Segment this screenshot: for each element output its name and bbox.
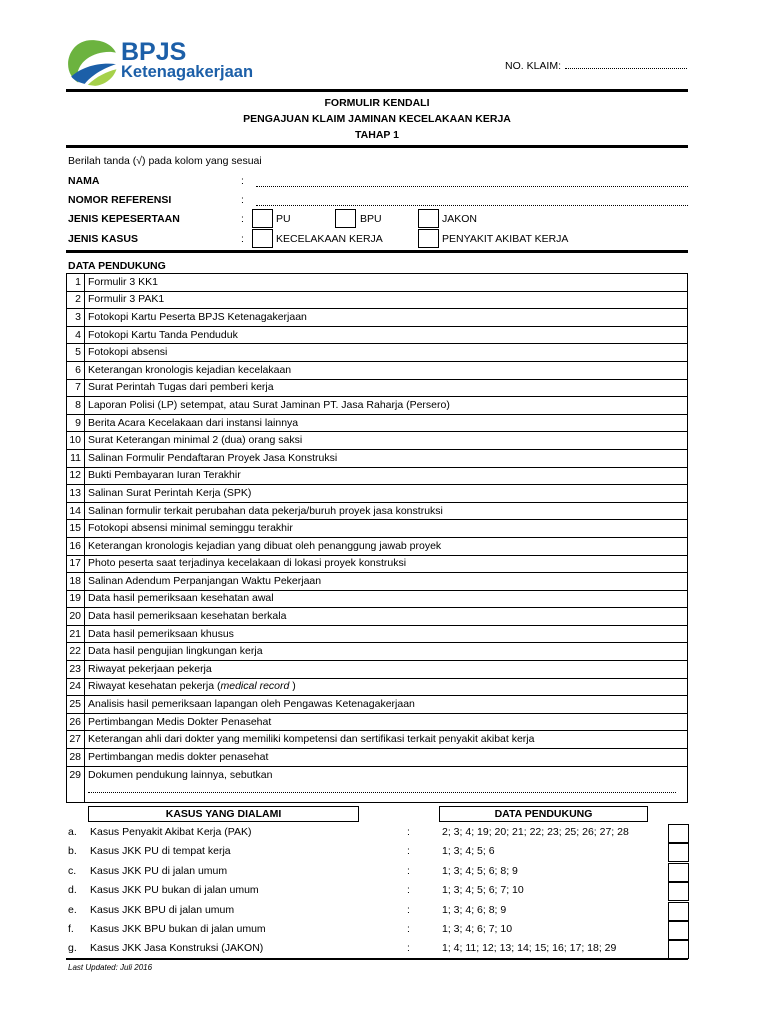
case-checkbox[interactable] xyxy=(668,863,689,882)
jenis-kasus-label: JENIS KASUS xyxy=(68,233,139,245)
case-documents: 1; 3; 4; 5; 6; 8; 9 xyxy=(442,865,518,877)
form-subtitle: PENGAJUAN KLAIM JAMINAN KECELAKAAN KERJA xyxy=(243,113,511,125)
other-documents-field[interactable] xyxy=(88,791,676,793)
colon: : xyxy=(407,942,410,954)
table-row xyxy=(67,274,688,292)
table-row xyxy=(67,731,688,749)
logo-brand-text: BPJS xyxy=(121,38,187,66)
case-row xyxy=(66,823,688,842)
case-letter: g. xyxy=(68,942,77,954)
item-number: 15 xyxy=(67,520,85,538)
item-text: Pertimbangan medis dokter penasehat xyxy=(85,749,688,767)
item-text-italic: medical record xyxy=(220,680,290,693)
form-title: FORMULIR KENDALI xyxy=(324,97,430,109)
colon: : xyxy=(407,865,410,877)
item-text: Surat Keterangan minimal 2 (dua) orang saksi xyxy=(85,432,688,450)
case-row xyxy=(66,901,688,920)
case-checkbox[interactable] xyxy=(668,882,689,901)
case-checkbox[interactable] xyxy=(668,824,689,843)
case-row xyxy=(66,842,688,861)
item-text: Formulir 3 PAK1 xyxy=(85,291,688,309)
jenis-kepesertaan-label: JENIS KEPESERTAAN xyxy=(68,213,180,225)
item-number: 22 xyxy=(67,643,85,661)
table-row xyxy=(67,344,688,362)
case-row xyxy=(66,862,688,881)
item-text: Salinan Formulir Pendaftaran Proyek Jasa Konstruksi xyxy=(85,449,688,467)
case-row xyxy=(66,939,688,958)
item-number: 18 xyxy=(67,573,85,591)
case-row xyxy=(66,881,688,900)
item-number: 9 xyxy=(67,414,85,432)
table-row xyxy=(67,625,688,643)
case-documents: 1; 3; 4; 5; 6 xyxy=(442,845,495,857)
case-label: Kasus Penyakit Akibat Kerja (PAK) xyxy=(90,826,252,838)
checkbox-jakon[interactable] xyxy=(418,209,439,228)
item-number: 11 xyxy=(67,449,85,467)
case-letter: c. xyxy=(68,865,77,877)
colon: : xyxy=(407,884,410,896)
nomor-referensi-label: NOMOR REFERENSI xyxy=(68,194,172,206)
table-row xyxy=(67,696,688,714)
item-number: 16 xyxy=(67,537,85,555)
case-letter: b. xyxy=(68,845,77,857)
table-row xyxy=(67,397,688,415)
item-text: Analisis hasil pemeriksaan lapangan oleh Pengawas Ketenagakerjaan xyxy=(85,696,688,714)
case-documents: 1; 3; 4; 6; 8; 9 xyxy=(442,904,507,916)
item-number: 13 xyxy=(67,485,85,503)
colon: : xyxy=(407,845,410,857)
data-pendukung-header: DATA PENDUKUNG xyxy=(439,806,648,822)
colon: : xyxy=(241,194,244,206)
item-number: 12 xyxy=(67,467,85,485)
case-checkbox[interactable] xyxy=(668,843,689,862)
table-row xyxy=(67,608,688,626)
supporting-documents-table xyxy=(66,273,688,803)
item-number: 20 xyxy=(67,608,85,626)
item-text: Fotokopi absensi minimal seminggu terakhir xyxy=(85,520,688,538)
colon: : xyxy=(241,233,244,245)
option-jakon-label: JAKON xyxy=(442,213,478,225)
case-label: Kasus JKK PU di jalan umum xyxy=(90,865,228,877)
table-row xyxy=(67,309,688,327)
item-number: 14 xyxy=(67,502,85,520)
last-updated: Last Updated: Juli 2016 xyxy=(68,963,153,972)
colon: : xyxy=(407,826,410,838)
case-checkbox[interactable] xyxy=(668,940,689,959)
item-text: Pertimbangan Medis Dokter Penasehat xyxy=(85,713,688,731)
colon: : xyxy=(407,923,410,935)
table-row xyxy=(67,537,688,555)
item-number: 28 xyxy=(67,749,85,767)
table-row xyxy=(67,379,688,397)
item-number: 5 xyxy=(67,344,85,362)
item-text: Laporan Polisi (LP) setempat, atau Surat Jaminan PT. Jasa Raharja (Persero) xyxy=(85,397,688,415)
nomor-referensi-field[interactable] xyxy=(256,204,688,206)
checkbox-kecelakaan-kerja[interactable] xyxy=(252,229,273,248)
case-row xyxy=(66,920,688,939)
item-text: Riwayat pekerjaan pekerja xyxy=(85,661,688,679)
section-divider xyxy=(66,250,688,253)
case-label: Kasus JKK PU di tempat kerja xyxy=(90,845,231,857)
item-text: Salinan Adendum Perpanjangan Waktu Pekerjaan xyxy=(85,573,688,591)
item-number: 1 xyxy=(67,274,85,292)
claim-number-label: NO. KLAIM: xyxy=(505,60,562,72)
checkbox-penyakit-akibat-kerja[interactable] xyxy=(418,229,439,248)
item-number: 26 xyxy=(67,713,85,731)
colon: : xyxy=(241,175,244,187)
case-label: Kasus JKK BPU di jalan umum xyxy=(90,904,235,916)
nama-label: NAMA xyxy=(68,175,100,187)
table-row xyxy=(67,485,688,503)
item-text: Photo peserta saat terjadinya kecelakaan di lokasi proyek konstruksi xyxy=(85,555,688,573)
table-row xyxy=(67,749,688,767)
case-letter: e. xyxy=(68,904,77,916)
item-number: 3 xyxy=(67,309,85,327)
header-divider xyxy=(66,89,688,92)
table-row xyxy=(67,414,688,432)
item-number: 10 xyxy=(67,432,85,450)
case-letter: f. xyxy=(68,923,74,935)
item-text: Salinan formulir terkait perubahan data pekerja/buruh proyek jasa konstruksi xyxy=(85,502,688,520)
table-row xyxy=(67,555,688,573)
item-number: 19 xyxy=(67,590,85,608)
nama-field[interactable] xyxy=(256,185,688,187)
colon: : xyxy=(241,213,244,225)
item-text: Fotokopi Kartu Peserta BPJS Ketenagakerjaan xyxy=(85,309,688,327)
case-documents: 1; 3; 4; 6; 7; 10 xyxy=(442,923,513,935)
form-stage: TAHAP 1 xyxy=(355,129,399,141)
item-text: Bukti Pembayaran Iuran Terakhir xyxy=(85,467,688,485)
table-row xyxy=(67,449,688,467)
item-text-cell xyxy=(85,766,688,802)
item-text: Data hasil pengujian lingkungan kerja xyxy=(85,643,688,661)
option-pu-label: PU xyxy=(276,213,291,225)
item-number: 2 xyxy=(67,291,85,309)
item-text: Data hasil pemeriksaan kesehatan berkala xyxy=(85,608,688,626)
item-number: 27 xyxy=(67,731,85,749)
table-row xyxy=(67,678,688,696)
table-row xyxy=(67,713,688,731)
case-documents: 1; 3; 4; 5; 6; 7; 10 xyxy=(442,884,524,896)
option-penyakit-akibat-kerja-label: PENYAKIT AKIBAT KERJA xyxy=(442,233,569,245)
table-row xyxy=(67,661,688,679)
logo-subtitle-text: Ketenagakerjaan xyxy=(121,63,254,81)
kasus-header: KASUS YANG DIALAMI xyxy=(88,806,359,822)
table-row xyxy=(67,291,688,309)
checkbox-pu[interactable] xyxy=(252,209,273,228)
item-number: 17 xyxy=(67,555,85,573)
item-text: Berita Acara Kecelakaan dari instansi lainnya xyxy=(85,414,688,432)
table-row xyxy=(67,326,688,344)
item-number: 7 xyxy=(67,379,85,397)
table-row xyxy=(67,573,688,591)
item-text xyxy=(85,678,688,696)
item-text: Fotokopi absensi xyxy=(85,344,688,362)
instruction-text: Berilah tanda (√) pada kolom yang sesuai xyxy=(68,155,262,167)
item-number: 6 xyxy=(67,361,85,379)
item-text: Dokumen pendukung lainnya, sebutkan xyxy=(88,768,273,781)
case-letter: a. xyxy=(68,826,77,838)
item-number: 29 xyxy=(67,766,85,802)
item-text: Keterangan ahli dari dokter yang memiliki kompetensi dan sertifikasi terkait penyakit akibat kerja xyxy=(85,731,688,749)
case-checkbox[interactable] xyxy=(668,921,689,940)
table-row xyxy=(67,590,688,608)
item-text: Data hasil pemeriksaan kesehatan awal xyxy=(85,590,688,608)
item-text: Data hasil pemeriksaan khusus xyxy=(85,625,688,643)
item-text: Keterangan kronologis kejadian kecelakaan xyxy=(85,361,688,379)
case-letter: d. xyxy=(68,884,77,896)
case-label: Kasus JKK PU bukan di jalan umum xyxy=(90,884,259,896)
footer-divider xyxy=(66,958,688,960)
claim-number-field[interactable] xyxy=(565,58,687,69)
item-number: 24 xyxy=(67,678,85,696)
item-text: Formulir 3 KK1 xyxy=(85,274,688,292)
table-row xyxy=(67,520,688,538)
item-text: Keterangan kronologis kejadian yang dibuat oleh penanggung jawab proyek xyxy=(85,537,688,555)
item-text: Salinan Surat Perintah Kerja (SPK) xyxy=(85,485,688,503)
item-number: 23 xyxy=(67,661,85,679)
case-checkbox[interactable] xyxy=(668,902,689,921)
case-documents: 1; 4; 11; 12; 13; 14; 15; 16; 17; 18; 29 xyxy=(442,942,617,954)
table-row xyxy=(67,766,688,802)
colon: : xyxy=(407,904,410,916)
item-number: 8 xyxy=(67,397,85,415)
item-number: 4 xyxy=(67,326,85,344)
table-row xyxy=(67,432,688,450)
item-number: 25 xyxy=(67,696,85,714)
title-divider xyxy=(66,145,688,148)
case-documents: 2; 3; 4; 19; 20; 21; 22; 23; 25; 26; 27; 28 xyxy=(442,826,629,838)
case-label: Kasus JKK Jasa Konstruksi (JAKON) xyxy=(90,942,264,954)
case-label: Kasus JKK BPU bukan di jalan umum xyxy=(90,923,266,935)
option-kecelakaan-kerja-label: KECELAKAAN KERJA xyxy=(276,233,383,245)
claim-number xyxy=(505,58,687,73)
table-row xyxy=(67,467,688,485)
item-text-suffix: ) xyxy=(289,680,296,693)
option-bpu-label: BPU xyxy=(360,213,382,225)
item-text: Fotokopi Kartu Tanda Penduduk xyxy=(85,326,688,344)
table-row xyxy=(67,361,688,379)
table-row xyxy=(67,643,688,661)
item-text: Surat Perintah Tugas dari pemberi kerja xyxy=(85,379,688,397)
bpjs-logo-icon xyxy=(66,38,118,86)
checkbox-bpu[interactable] xyxy=(335,209,356,228)
table-row xyxy=(67,502,688,520)
item-number: 21 xyxy=(67,625,85,643)
item-text-main: Riwayat kesehatan pekerja ( xyxy=(88,680,221,693)
data-pendukung-heading: DATA PENDUKUNG xyxy=(68,260,166,272)
